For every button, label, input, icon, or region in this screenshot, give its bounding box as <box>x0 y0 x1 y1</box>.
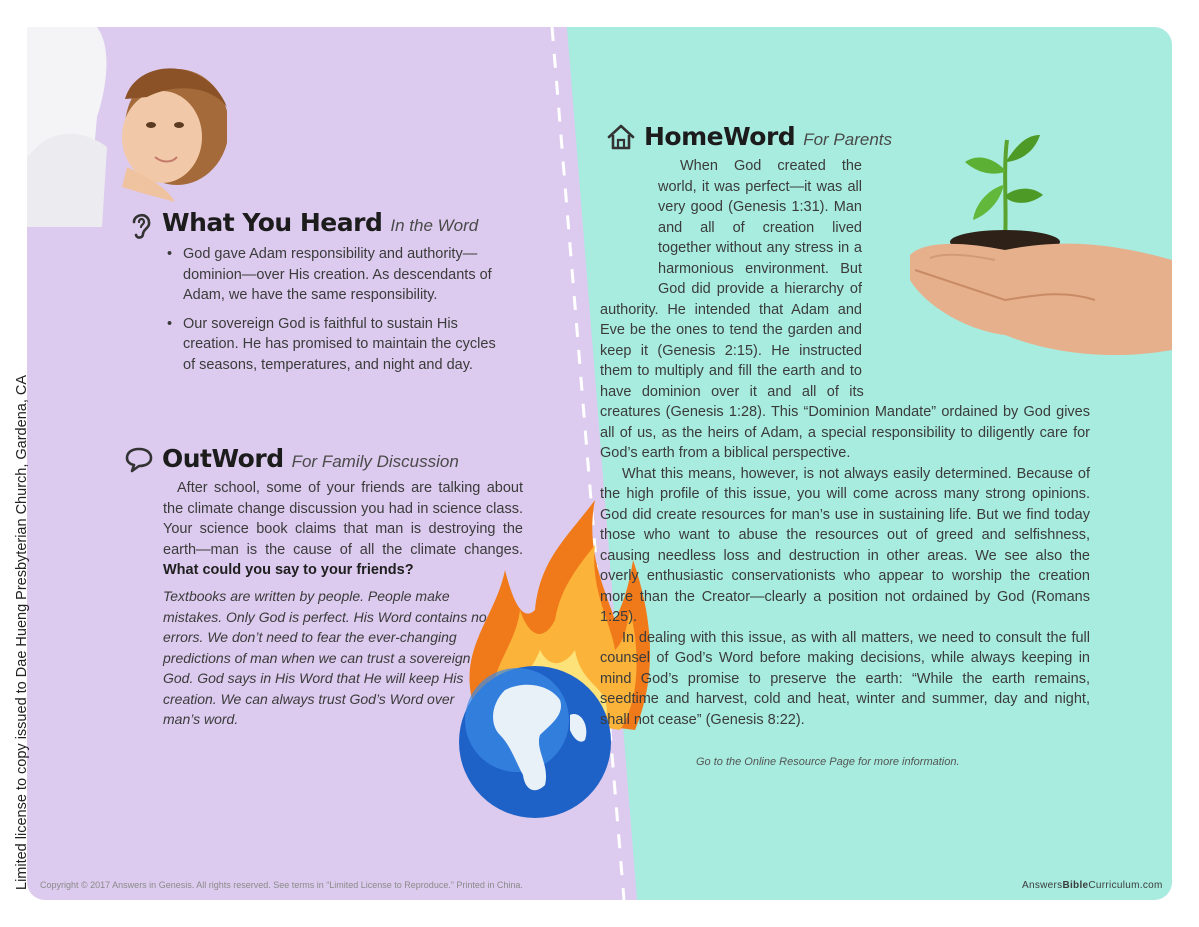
list-item: • Our sovereign God is faithful to sustain His creation. He has promised to maintain the cycles of seasons, temperatures, and night and day. <box>165 314 510 376</box>
homeword-paragraph: In dealing with this issue, as with all matters, we need to consult the full counsel of God’s Word before making decisions, while always keeping in mind God’s promise to preserve the earth: “While the earth remains, seedtime and harvest, cold and heat, winter and summer, day and night, shall not cease” (Genesis 8:22). <box>600 629 1090 728</box>
site-url-part: Answers <box>1022 880 1063 891</box>
outword-scenario: After school, some of your friends are talking about the climate change discussion you had in science class. Your science book claims that man is destroying the earth—man is the cause of all the climate changes. <box>163 480 523 558</box>
license-notice: Limited license to copy issued to Dae Hueng Presbyterian Church, Gardena, CA <box>14 374 30 890</box>
homeword-body <box>600 156 1090 730</box>
list-item: • God gave Adam responsibility and authority—dominion—over His creation. As descendants of Adam, we have the same responsibility. <box>165 244 510 306</box>
homeword-paragraph: When God created the world, it was perfect—it was all very good (Genesis 1:31). Man and all of creation lived together without any stress in a harmonious environment. But God did provide a hierarchy of authority. He intended that Adam and Eve be the ones to tend the garden and keep it (Genesis 2:15). He instructed them to multiply and fill the earth and to have dominion over it and all of its creatures (Genesis 1:28). This “Dominion Mandate” ordained by God gives all of us, as the heirs of Adam, a special responsibility to diligently care for God’s earth from a biblical perspective. <box>600 158 1090 461</box>
outword-title: OutWord <box>162 444 284 473</box>
what-you-heard-subtitle: In the Word <box>390 216 479 235</box>
site-url <box>1022 880 1163 891</box>
speech-bubble-icon <box>124 446 154 474</box>
what-you-heard-heading <box>128 208 478 237</box>
outword-question: What could you say to your friends? <box>163 562 414 578</box>
homeword-title: HomeWord <box>644 122 796 151</box>
site-url-part: Bible <box>1062 880 1089 891</box>
online-resource-note: Go to the Online Resource Page for more information. <box>696 756 960 768</box>
homeword-heading <box>606 122 892 151</box>
ear-icon <box>128 210 154 240</box>
homeword-subtitle: For Parents <box>803 130 893 149</box>
what-you-heard-title: What You Heard <box>162 208 383 237</box>
house-icon <box>606 123 636 151</box>
site-url-part: Curriculum.com <box>1088 880 1163 891</box>
copyright-text: Copyright © 2017 Answers in Genesis. All rights reserved. See terms in “Limited License to Reproduce.” Printed in China. <box>40 880 523 890</box>
outword-answer: Textbooks are written by people. People make mistakes. Only God is perfect. His Word contains no errors. We don’t need to fear the ever-changing predictions of man when we can trust a sovereign God. God says in His Word that He will keep His creation. We can always trust God’s Word over man’s word. <box>163 588 487 727</box>
outword-heading <box>124 444 459 473</box>
boy-photo <box>27 27 227 227</box>
homeword-paragraph: What this means, however, is not always easily determined. Because of the high profile of this issue, you will come across many strong opinions. God did create resources for man’s use in sustaining life. But we find today those who want to abuse the resources out of greed and selfishness, causing needless loss and destruction in other areas. We see also the overly enthusiastic conservationists who appear to worship the creation more than the Creator—clearly a position not ordained by God (Romans 1:25). <box>600 465 1090 625</box>
what-you-heard-bullets <box>165 244 510 383</box>
outword-subtitle: For Family Discussion <box>291 452 459 471</box>
